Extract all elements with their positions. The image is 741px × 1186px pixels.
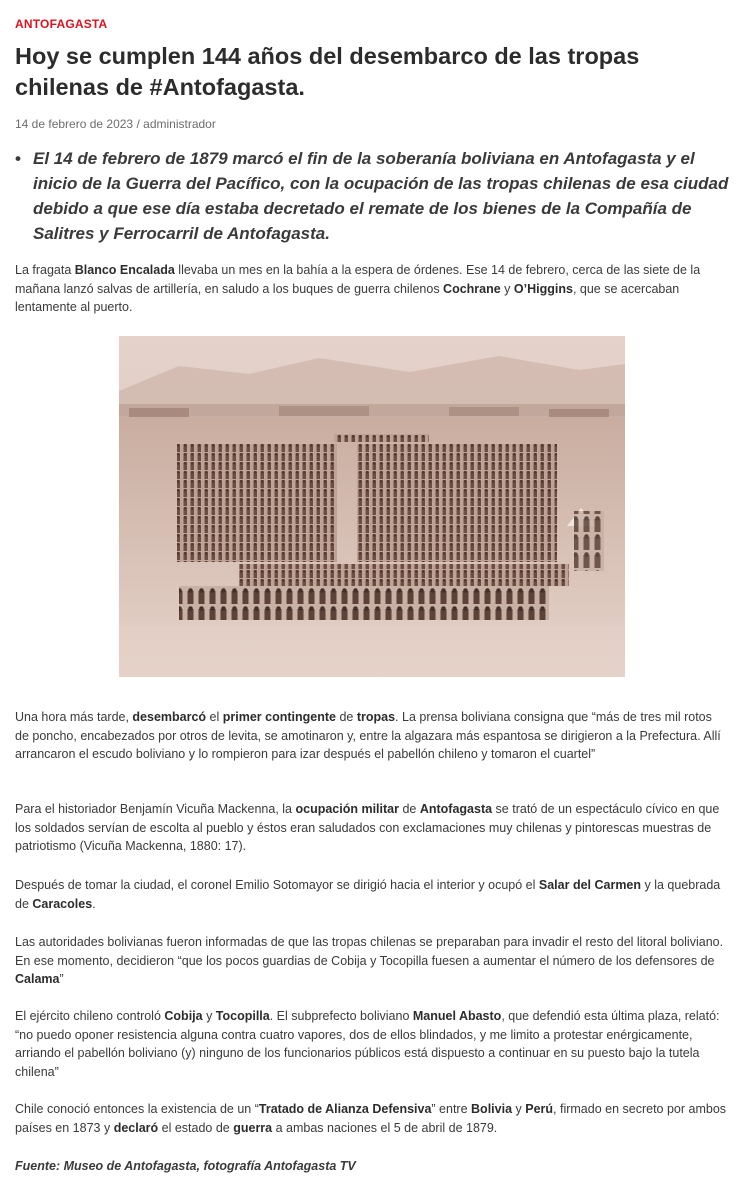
bold-text: Antofagasta (419, 802, 493, 816)
text: Chile conoció entonces la existencia de un “ (15, 1102, 259, 1116)
paragraph-5 (15, 933, 727, 989)
bold-text: tropas (356, 710, 396, 724)
text: el estado de (158, 1120, 234, 1135)
lead-text: El 14 de febrero de 1879 marcó el fin de la soberanía boliviana en Antofagasta y el inicio de la Guerra del Pacífico, con la ocupación de las tropas chilenas de esa ciudad debido a que ese día estaba decretado el remate de los bienes de la Compañía de Salitres y Ferrocarril de Antofagasta. (33, 149, 729, 243)
text: El ejército chileno controló (15, 1009, 165, 1023)
text: el (206, 710, 223, 724)
troops-photo-illustration (119, 336, 625, 677)
lead-list (15, 146, 741, 246)
lead-item (15, 146, 741, 246)
text: llevaba un mes en la bahía a la espera de órdenes. Ese 14 de febrero, cerca de las siete de la mañana lanzó salvas de artillería, en saludo a los buques de guerra chilenos (15, 263, 701, 296)
bold-text: Manuel Abasto (412, 1009, 502, 1023)
paragraph-1 (15, 261, 727, 317)
bold-text: Bolivia (471, 1102, 513, 1116)
meta-separator: / (136, 117, 140, 131)
bold-text: declaró (113, 1120, 159, 1135)
text: de (335, 710, 357, 724)
text: . (92, 896, 96, 911)
bold-text: Tocopilla (215, 1009, 270, 1023)
source-credit: Fuente: Museo de Antofagasta, fotografía Antofagasta TV (15, 1159, 356, 1173)
text: y la quebrada de (15, 878, 721, 911)
bold-text: Blanco Encalada (74, 263, 175, 277)
text: La fragata (15, 263, 75, 277)
text: Después de tomar la ciudad, el coronel Emilio Sotomayor se dirigió hacia el interior y ocupó el (15, 878, 539, 892)
text: Para el historiador Benjamín Vicuña Mackenna, la (15, 802, 296, 816)
paragraph-6 (15, 1007, 727, 1082)
post-author[interactable]: administrador (143, 117, 216, 131)
bold-text: Salar del Carmen (538, 878, 642, 892)
bold-text: desembarcó (132, 710, 207, 724)
bold-text: Perú (525, 1102, 554, 1116)
text: y (512, 1102, 526, 1116)
text: a ambas naciones el 5 de abril de 1879. (272, 1120, 498, 1135)
text: Las autoridades bolivianas fueron informadas de que las tropas chilenas se preparaban para invadir el resto del litoral boliviano. En ese momento, decidieron “que los pocos guardias de Cobija y Tocopilla fuesen a aumentar el número de los defensores de (15, 935, 724, 968)
category-link[interactable]: ANTOFAGASTA (15, 17, 108, 31)
text: ” (59, 972, 64, 987)
text: de (398, 802, 420, 816)
bold-text: Cochrane (443, 281, 501, 296)
bold-text: Calama (15, 972, 60, 987)
text: . La prensa boliviana consigna que “más de tres mil rotos de poncho, encabezados por otros de levita, se amotinaron y, entre la algazara más espantosa se dirigieron a la Prefectura. Allí arrancaron el escudo boliviano y lo rompieron para izar después el pabellón chileno y tomaron el cuartel” (15, 710, 721, 762)
text: se trató de un espectáculo cívico en que los soldados servían de escolta al pueblo y éstos eran saludados con exclamaciones muy chilenas y pintorescas muestras de patriotismo (Vicuña Mackenna, 1880: 17). (15, 802, 720, 854)
article-title: Hoy se cumplen 144 años del desembarco de las tropas chilenas de #Antofagasta. (15, 43, 640, 100)
post-meta (15, 117, 216, 131)
paragraph-2 (15, 708, 727, 764)
bold-text: primer contingente (222, 710, 336, 724)
text: y (202, 1009, 216, 1023)
text: Una hora más tarde, (15, 710, 133, 724)
text: , que defendió esta última plaza, relató: “no puedo oponer resistencia alguna contra cuatro vapores, dos de ellos blindados, y me limito a protestar enérgicamente, arriando el pabellón boliviano (y) ninguno de los funcionarios públicos está dispuesto a continuar en su puesto bajo la tutela chilena” (15, 1009, 720, 1080)
bullet-icon: • (15, 149, 21, 168)
bold-text: O’Higgins (513, 281, 573, 296)
bold-text: Cobija (164, 1009, 203, 1023)
post-date[interactable]: 14 de febrero de 2023 (15, 117, 134, 131)
historical-photo (119, 336, 625, 677)
text: , que se acercaban lentamente al puerto. (15, 281, 680, 315)
bold-text: guerra (233, 1120, 273, 1135)
text: y (500, 281, 514, 296)
paragraph-7 (15, 1100, 727, 1137)
text: ” entre (431, 1102, 472, 1116)
paragraph-3 (15, 800, 727, 856)
bold-text: Tratado de Alianza Defensiva (258, 1102, 432, 1116)
bold-text: ocupación militar (295, 802, 399, 816)
text: . El subprefecto boliviano (269, 1009, 413, 1023)
bold-text: Caracoles (32, 896, 93, 911)
text: , firmado en secreto por ambos países en 1873 y (15, 1102, 727, 1135)
paragraph-4 (15, 876, 727, 913)
